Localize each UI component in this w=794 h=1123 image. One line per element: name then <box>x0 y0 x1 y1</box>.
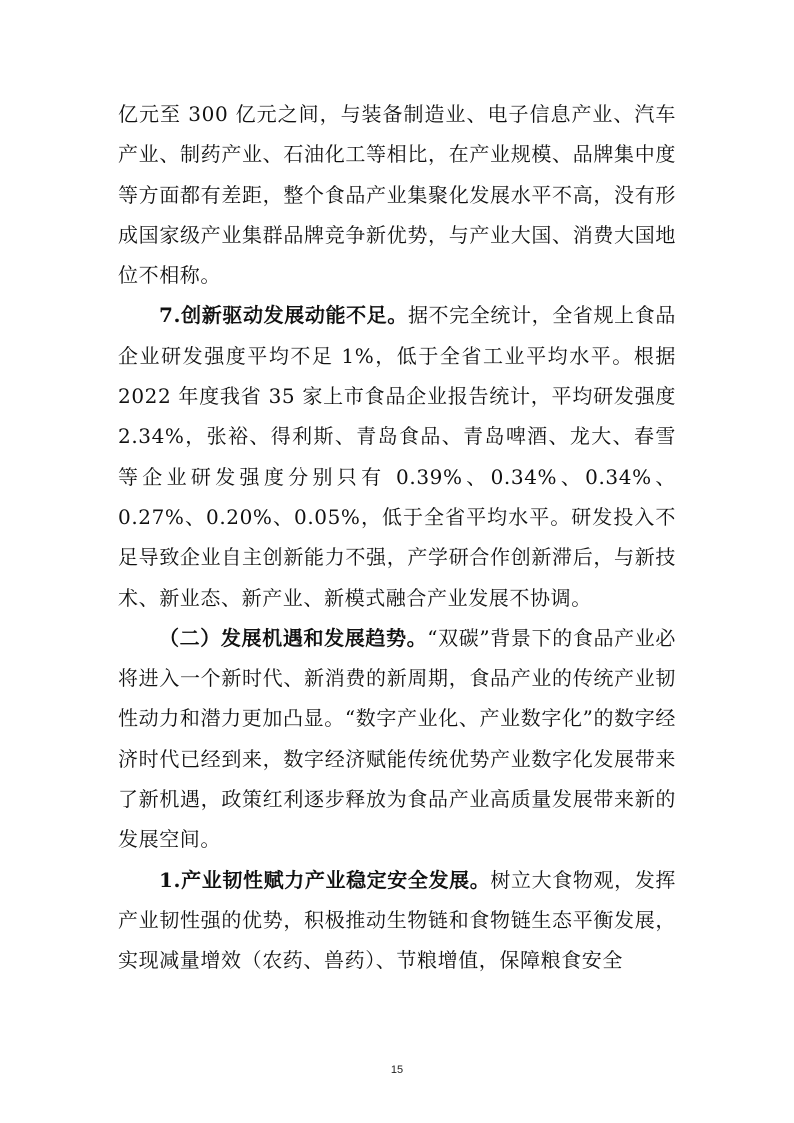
paragraph-heading: 1.产业韧性赋力产业稳定安全发展。 <box>159 867 491 892</box>
paragraph-text: 据不完全统计，全省规上食品企业研发强度平均不足 1%，低于全省工业平均水平。根据 2022 年度我省 35 家上市食品企业报告统计，平均研发强度 2.34%，张裕、得利斯、青岛食品、青岛啤酒、龙大、春雪等企业研发强度分别只有 0.39%、0.34%、0.34%、0.27%、0.20%、0.05%，低于全省平均水平。研发投入不足导致企业自主创新能力不强，产学研合作创新滞后，与新技术、新业态、新产业、新模式融合产业发展不协调。 <box>118 303 676 610</box>
paragraph-continued <box>118 94 676 295</box>
paragraph-text: 树立大食物观，发挥产业韧性强的优势，积极推动生物链和食物链生态平衡发展，实现减量增效（农药、兽药）、节粮增值，保障粮食安全 <box>118 867 676 973</box>
paragraph-opportunities <box>118 618 676 860</box>
paragraph-heading: （二）发展机遇和发展趋势。 <box>159 625 428 650</box>
paragraph-text: 亿元至 300 亿元之间，与装备制造业、电子信息产业、汽车产业、制药产业、石油化工等相比，在产业规模、品牌集中度等方面都有差距，整个食品产业集聚化发展水平不高，没有形成国家级产业集群品牌竞争新优势，与产业大国、消费大国地位不相称。 <box>118 102 676 288</box>
paragraph-innovation <box>118 295 676 617</box>
page-number: 15 <box>390 1064 404 1076</box>
paragraph-heading: 7.创新驱动发展动能不足。 <box>159 303 408 328</box>
paragraph-resilience <box>118 860 676 981</box>
page-body <box>118 94 676 981</box>
paragraph-text: “双碳”背景下的食品产业必将进入一个新时代、新消费的新周期，食品产业的传统产业韧性动力和潜力更加凸显。“数字产业化、产业数字化”的数字经济时代已经到来，数字经济赋能传统优势产业数字化发展带来了新机遇，政策红利逐步释放为食品产业高质量发展带来新的发展空间。 <box>118 625 676 852</box>
